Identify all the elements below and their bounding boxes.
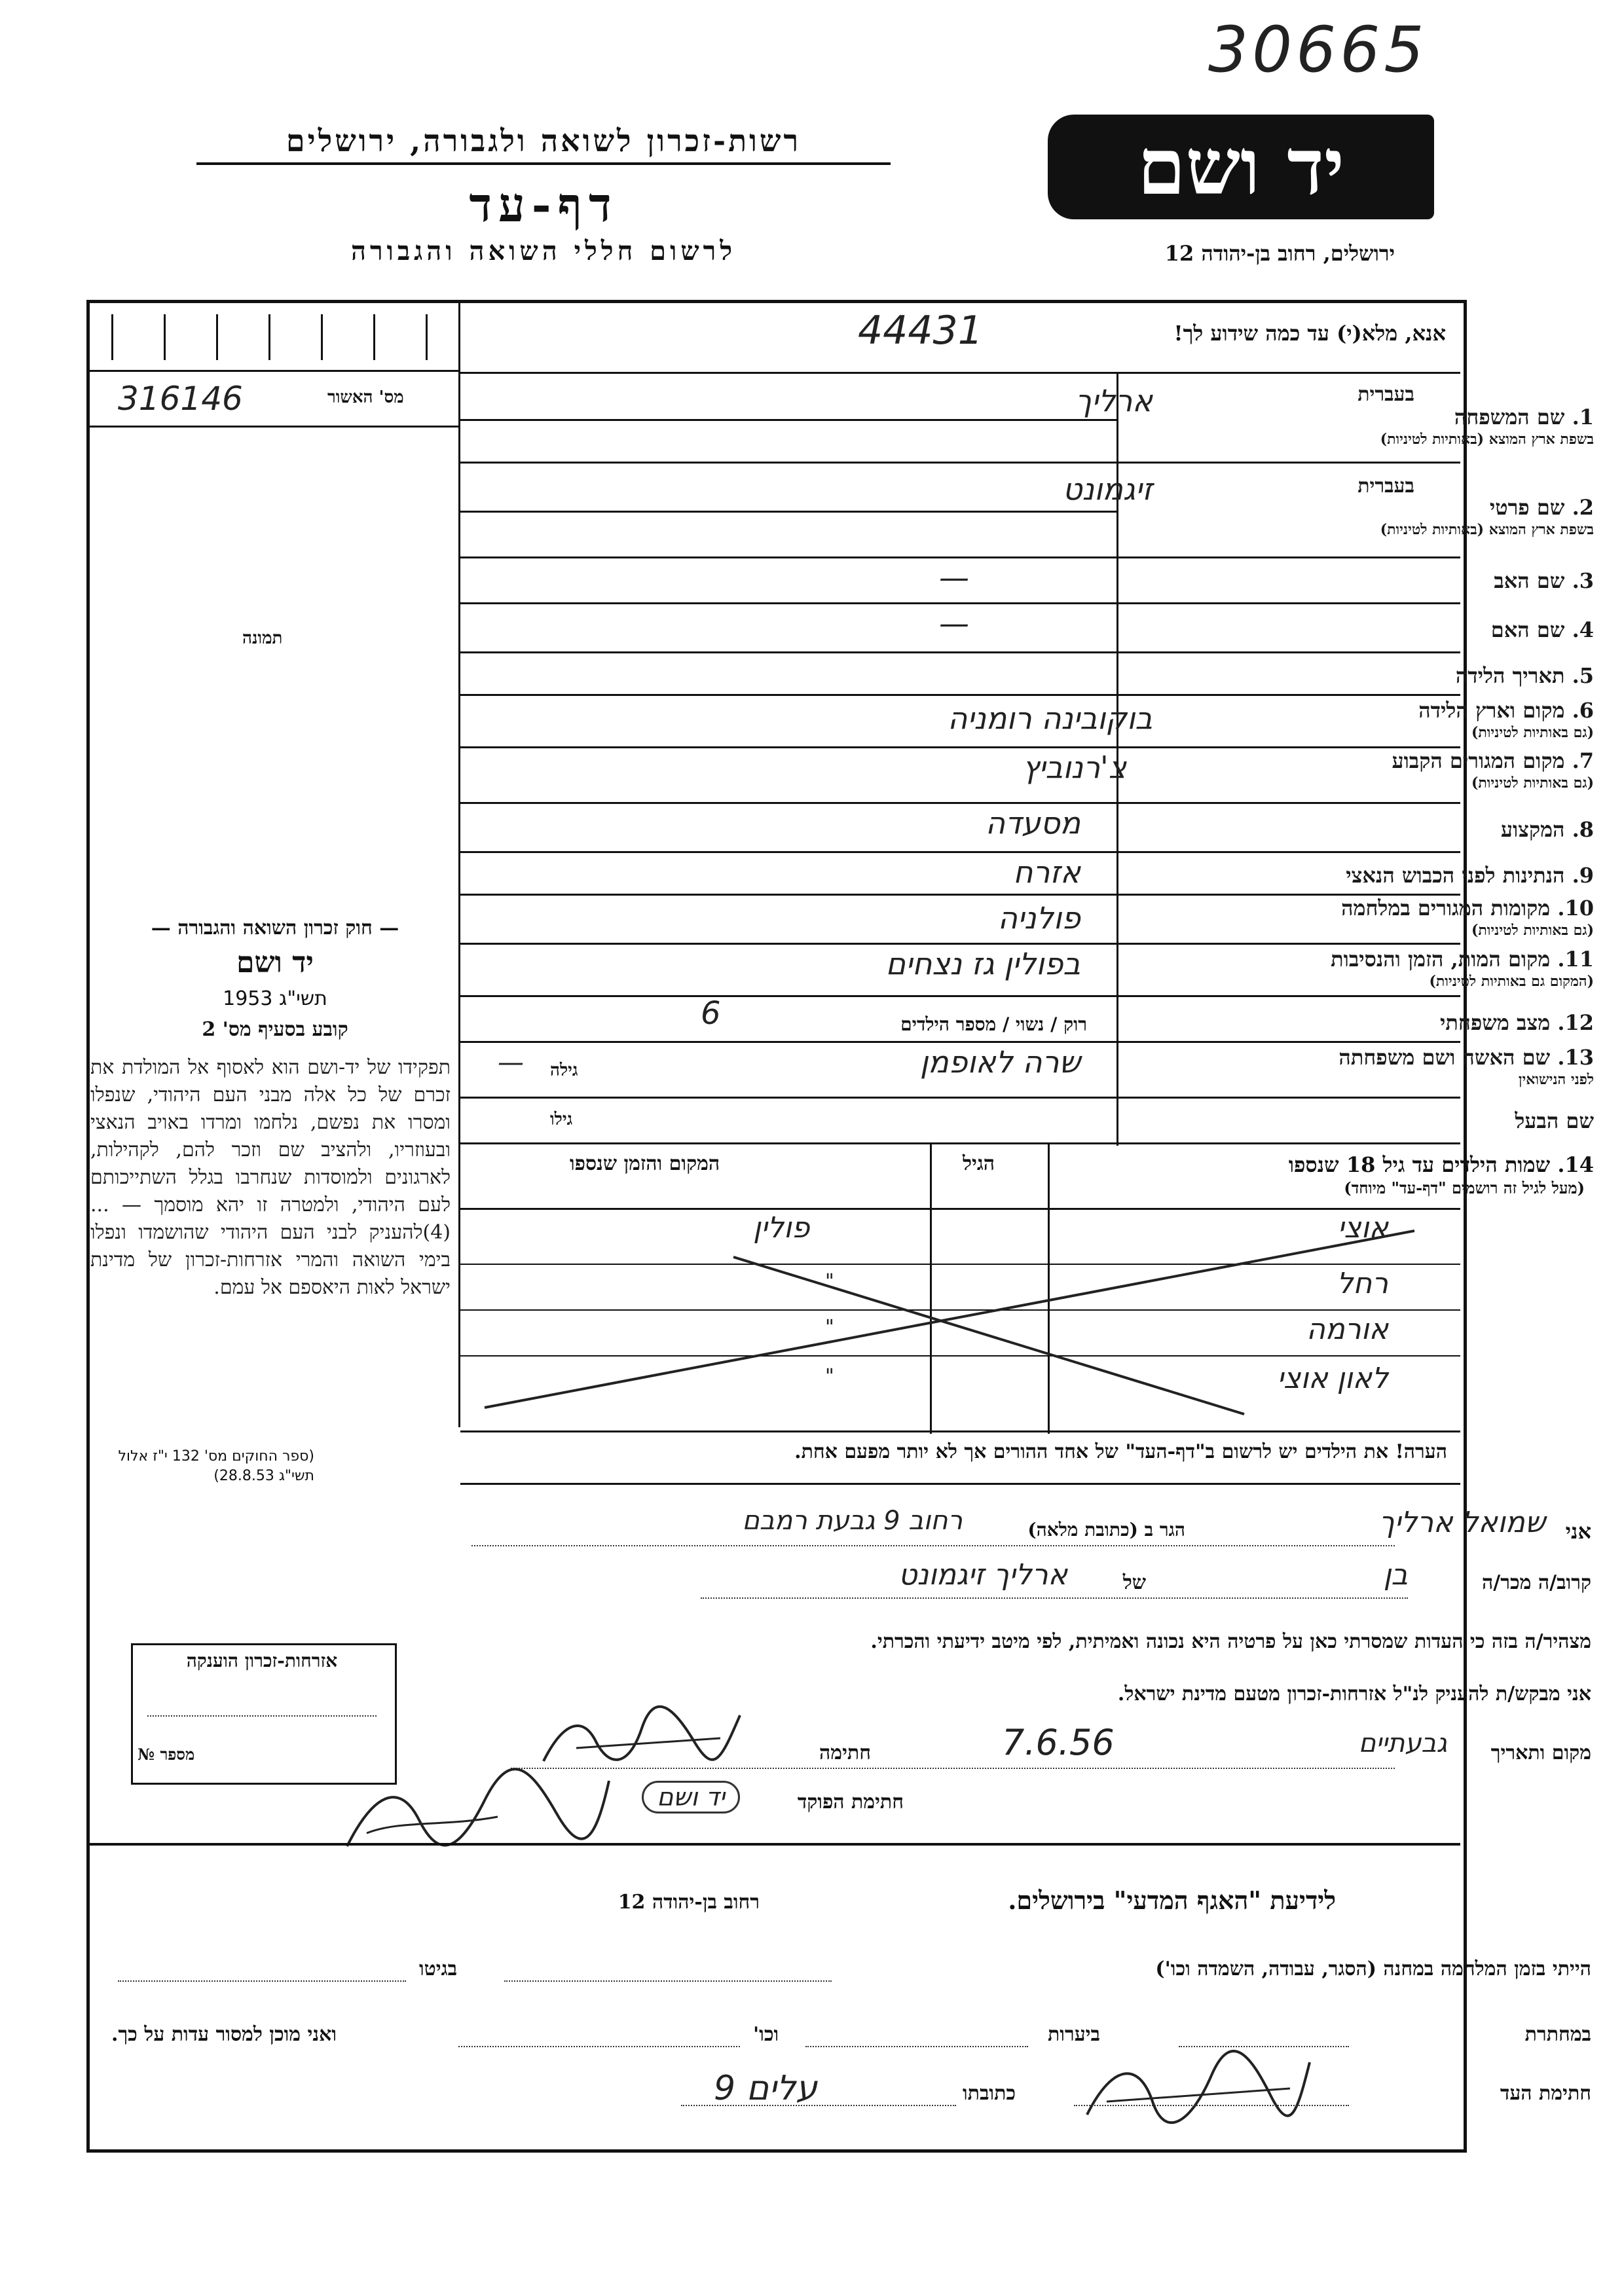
field-label: המקצוע xyxy=(1500,817,1565,842)
approval-label: מס' האשור xyxy=(327,388,404,407)
field-citizenship xyxy=(1253,864,1594,886)
field-wartime-residence xyxy=(1253,897,1594,941)
husband-age-label: גילו xyxy=(550,1110,573,1129)
field-num: 12. xyxy=(1557,1010,1594,1035)
children-count[interactable]: 6 xyxy=(701,995,721,1032)
bottom-fill xyxy=(1179,2046,1349,2047)
row-line xyxy=(460,943,1460,945)
citizenship-box-number: מספר № xyxy=(138,1745,195,1764)
field-label: שם הבעל xyxy=(1515,1108,1594,1133)
field-num: 7. xyxy=(1572,748,1594,773)
bottom-ghetto: בגיטו xyxy=(419,1958,458,1980)
bottom-fill xyxy=(118,1980,406,1982)
field-sub: (גם באותיות לטיניות) xyxy=(1471,724,1594,741)
decl-date[interactable]: 7.6.56 xyxy=(1002,1722,1115,1763)
field-birth-place xyxy=(1253,699,1594,744)
field-sub: (המקום גם באותיות לטיניות) xyxy=(1429,973,1594,990)
row-line xyxy=(460,694,1460,696)
father-name-value[interactable]: — xyxy=(939,560,969,595)
profession-value[interactable]: מסעדה xyxy=(985,805,1080,841)
decl-i-label: אני xyxy=(1565,1519,1591,1544)
field-num: 8. xyxy=(1572,817,1594,842)
field-label: שם פרטי xyxy=(1489,495,1565,520)
field-num: 1. xyxy=(1572,405,1594,429)
form-subtitle: לרשום חללי השואה והגבורה xyxy=(350,236,737,266)
residence-value[interactable]: צ'רנוביץ xyxy=(1022,750,1126,785)
form-number: 44431 xyxy=(858,308,983,354)
field-sub: (גם באותיות לטיניות) xyxy=(1471,922,1594,939)
field-father-name xyxy=(1253,570,1594,592)
row-line xyxy=(460,995,1460,997)
bottom-etc: וכו' xyxy=(753,2023,779,2046)
decl-relation-label: קרוב/ה מכר/ה xyxy=(1482,1571,1591,1594)
field-num: 5. xyxy=(1572,663,1594,688)
child-name[interactable]: לאון אוצי xyxy=(1277,1362,1388,1395)
field-husband-name xyxy=(1253,1110,1594,1132)
field-residence xyxy=(1253,750,1594,794)
children-place-header: המקום והזמן שנספו xyxy=(570,1152,720,1175)
row-line xyxy=(460,511,1116,513)
bottom-heading-address: רחוב בן-יהודה 12 xyxy=(618,1891,760,1914)
child-place[interactable]: " xyxy=(825,1316,834,1339)
row-line xyxy=(460,556,1460,558)
decl-place-date-label: מקום ותאריך xyxy=(1490,1741,1591,1764)
field-label: שם האשה ושם משפחתה xyxy=(1338,1045,1551,1070)
authority-underline xyxy=(196,162,891,165)
law-year: תשי"ג 1953 xyxy=(223,987,327,1010)
field-marital-status xyxy=(1253,1011,1594,1034)
decl-of-label: של xyxy=(1122,1571,1146,1594)
law-title: — חוק זכרון השואה והגבורה — xyxy=(151,917,399,939)
in-hebrew-label-1: בעברית xyxy=(1357,383,1414,406)
death-place-value[interactable]: בפולין גז נצחים xyxy=(885,946,1080,981)
field-label: מצב משפחתי xyxy=(1440,1010,1551,1035)
plea-bottom-line xyxy=(460,372,1460,374)
decl-relation-value[interactable]: בן xyxy=(1383,1558,1408,1592)
child-place[interactable]: פולין xyxy=(753,1211,810,1245)
approval-line xyxy=(90,426,460,428)
photo-label: תמונה xyxy=(242,629,283,648)
decl-of-value[interactable]: ארליך זיגמונט xyxy=(898,1558,1067,1592)
children-sub: (מעל לגיל זה רושמים "דף-עד" מיוחד) xyxy=(1344,1178,1585,1197)
bottom-underground: במחתרת xyxy=(1524,2023,1591,2046)
law-section: קובע בסעיף מס' 2 xyxy=(202,1018,348,1041)
field-mother-name xyxy=(1253,619,1594,641)
approval-ticks xyxy=(105,314,445,367)
row-line xyxy=(460,462,1460,464)
law-citation: (ספר החוקים מס' 132 י"ז אלול תשי"ג 28.8.53) xyxy=(118,1448,314,1484)
children-header-line xyxy=(460,1208,1460,1210)
field-first-name xyxy=(1253,496,1594,541)
field-num: 6. xyxy=(1572,698,1594,723)
field-sub: (גם באותיות לטיניות) xyxy=(1471,774,1594,792)
first-name-value[interactable]: זיגמונט xyxy=(1062,471,1153,507)
row-line xyxy=(460,1142,1460,1144)
field-birth-date xyxy=(1253,665,1594,687)
wife-age-label: גילה xyxy=(550,1061,578,1080)
decl-signature-label: חתימה xyxy=(819,1741,871,1764)
children-title: 14. שמות הילדים עד גיל 18 שנספו xyxy=(1288,1152,1594,1177)
decl-request: אני מבקש/ת להעניק לנ"ל אזרחות-זכרון מטעם מדינת ישראל. xyxy=(1117,1683,1591,1705)
wife-name-value[interactable]: שרה לאופמן xyxy=(919,1044,1080,1080)
row-line xyxy=(460,851,1460,853)
bottom-heading: לידיעת "האגף המדעי" בירושלים. xyxy=(1008,1886,1336,1915)
child-name[interactable]: רחל xyxy=(1337,1267,1388,1300)
wife-age-dash: — xyxy=(498,1048,524,1078)
birth-place-value[interactable]: בוקובינה רומניה xyxy=(948,701,1153,736)
row-line xyxy=(460,746,1460,748)
field-label: מקום המות, הזמן והנסיבות xyxy=(1331,947,1551,972)
field-label: הנתינות לפני הכבוש הנאצי xyxy=(1346,863,1565,888)
form-title: דף-עד xyxy=(469,177,618,232)
approval-number: 316146 xyxy=(118,380,243,418)
field-label: מקומות המגורים במלחמה xyxy=(1341,896,1551,920)
in-hebrew-label-2: בעברית xyxy=(1357,475,1414,498)
declarant-name[interactable]: שמואל ארליך xyxy=(1378,1506,1545,1539)
field-sub: לפני הנישואין xyxy=(1518,1071,1594,1088)
field-death-place xyxy=(1253,948,1594,993)
field-label: שם האם xyxy=(1490,617,1565,642)
strike-through-marks xyxy=(458,1211,1460,1434)
field-profession xyxy=(1253,818,1594,841)
citizenship-box-title: אזרחות-זכרון הוענקה xyxy=(186,1650,338,1671)
bottom-forests: ביערות xyxy=(1048,2023,1101,2046)
bottom-fill xyxy=(1074,2105,1349,2106)
sidebar-top-line xyxy=(90,370,460,372)
decl-line xyxy=(471,1545,1395,1546)
field-num: 2. xyxy=(1572,495,1594,520)
field-label: מקום וארץ הלידה xyxy=(1418,698,1565,723)
archive-number: 30665 xyxy=(1208,13,1428,86)
field-label: שם המשפחה xyxy=(1454,405,1565,429)
witness-signature xyxy=(1080,2049,1316,2128)
child-place[interactable]: " xyxy=(825,1270,834,1293)
field-num: 13. xyxy=(1557,1045,1594,1070)
field-num: 4. xyxy=(1572,617,1594,642)
marital-options: רוק / נשוי / מספר הילדים xyxy=(900,1013,1087,1035)
children-age-header: הגיל xyxy=(963,1152,995,1175)
row-line xyxy=(460,894,1460,896)
field-label: שם האב xyxy=(1494,568,1565,593)
bottom-fill xyxy=(681,2105,956,2106)
citizenship-value[interactable]: אזרח xyxy=(1013,854,1080,890)
row-line xyxy=(460,651,1460,653)
declarant-address[interactable]: רחוב 9 גבעת רמבם xyxy=(742,1506,963,1536)
family-name-value[interactable]: ארליך xyxy=(1075,383,1153,418)
children-bottom-line xyxy=(460,1430,1460,1432)
note-bottom-line xyxy=(460,1483,1460,1485)
citizenship-box-line xyxy=(147,1715,377,1717)
row-line xyxy=(460,1097,1460,1099)
bottom-fill xyxy=(458,2046,740,2047)
plea-text: אנא, מלא(י) עד כמה שידוע לך! xyxy=(1173,321,1446,346)
law-name: יד ושם xyxy=(236,946,314,979)
child-place[interactable]: " xyxy=(825,1365,834,1388)
field-num: 11. xyxy=(1557,947,1594,972)
decl-resident-label: הגר ב (כתובת מלאה) xyxy=(1027,1519,1185,1540)
field-family-name xyxy=(1253,406,1594,450)
field-label: תאריך הלידה xyxy=(1455,663,1565,688)
decl-officer-label: חתימת הפוקד xyxy=(797,1791,904,1813)
logo-text: יד ושם xyxy=(1137,121,1345,212)
children-note: הערה! את הילדים יש לרשום ב"דף-העד" של אחד ההורים אך לא יותר מפעם אחת. xyxy=(794,1440,1447,1463)
wartime-residence-value[interactable]: פולניה xyxy=(997,900,1080,936)
bottom-line2-end: ואני מוכן למסור עדות על כך. xyxy=(111,2023,337,2046)
bottom-fill xyxy=(805,2046,1028,2047)
mother-name-value[interactable]: — xyxy=(939,606,969,641)
field-sub: בשפת ארץ המוצא (באותיות לטיניות) xyxy=(1380,521,1594,538)
field-wife-name xyxy=(1253,1046,1594,1091)
field-num: 3. xyxy=(1572,568,1594,593)
row-line xyxy=(460,1041,1460,1043)
field-label: מקום המגורים הקבוע xyxy=(1392,748,1565,773)
decl-line xyxy=(701,1597,1408,1599)
bottom-address-value[interactable]: עלים 9 xyxy=(714,2069,817,2108)
bottom-address-label: כתובתו xyxy=(963,2082,1016,2105)
bottom-witness-sig-label: חתימת העד xyxy=(1500,2082,1591,2105)
row-line xyxy=(460,419,1116,421)
child-name[interactable]: אוצי xyxy=(1337,1211,1388,1245)
child-name[interactable]: אורמה xyxy=(1306,1313,1388,1346)
bottom-section-divider xyxy=(90,1843,1460,1846)
bottom-line1: הייתי בזמן המלחמה במחנה (הסגר, עבודה, השמדה וכו') xyxy=(1155,1958,1591,1980)
field-num: 9. xyxy=(1572,863,1594,888)
decl-officer-stamp: יד ושם xyxy=(642,1781,740,1813)
header-address: ירושלים, רחוב בן-יהודה 12 xyxy=(1164,241,1395,266)
authority-title: רשות-זכרון לשואה ולגבורה, ירושלים xyxy=(286,123,802,158)
field-sub: בשפת ארץ המוצא (באותיות לטיניות) xyxy=(1380,431,1594,448)
law-body: תפקידו של יד-ושם הוא לאסוף אל המולדת את זכרם של כל אלה מבני העם היהודי, שנפלו ומסרו את נפשם, נלחמו ומרדו באויב הנאצי ובעוזריו, ולהציב שם וזכר להם, לקהילות, לארגונים ולמוסדות שנחרבו בגלל השתייכותם לעם היהודי, ולמטרה זו יהא מוסמך — ...(4)להעניק לבני העם היהודי שהושמדו ונפלו בימי השואה והמרי אזרחות-זכרון של מדינת ישראל לאות היאספם אל עמם. xyxy=(90,1056,451,1299)
yad-vashem-logo xyxy=(1048,115,1434,219)
decl-statement: מצהיר/ה בזה כי העדות שמסרתי כאן על פרטיה היא נכונה ואמיתית, לפי מיטב ידיעתי והכרתי. xyxy=(870,1630,1591,1653)
decl-place[interactable]: גבעתיים xyxy=(1358,1728,1447,1758)
row-line xyxy=(460,802,1460,804)
field-num: 10. xyxy=(1557,896,1594,920)
row-line xyxy=(460,602,1460,604)
bottom-fill xyxy=(504,1980,832,1982)
